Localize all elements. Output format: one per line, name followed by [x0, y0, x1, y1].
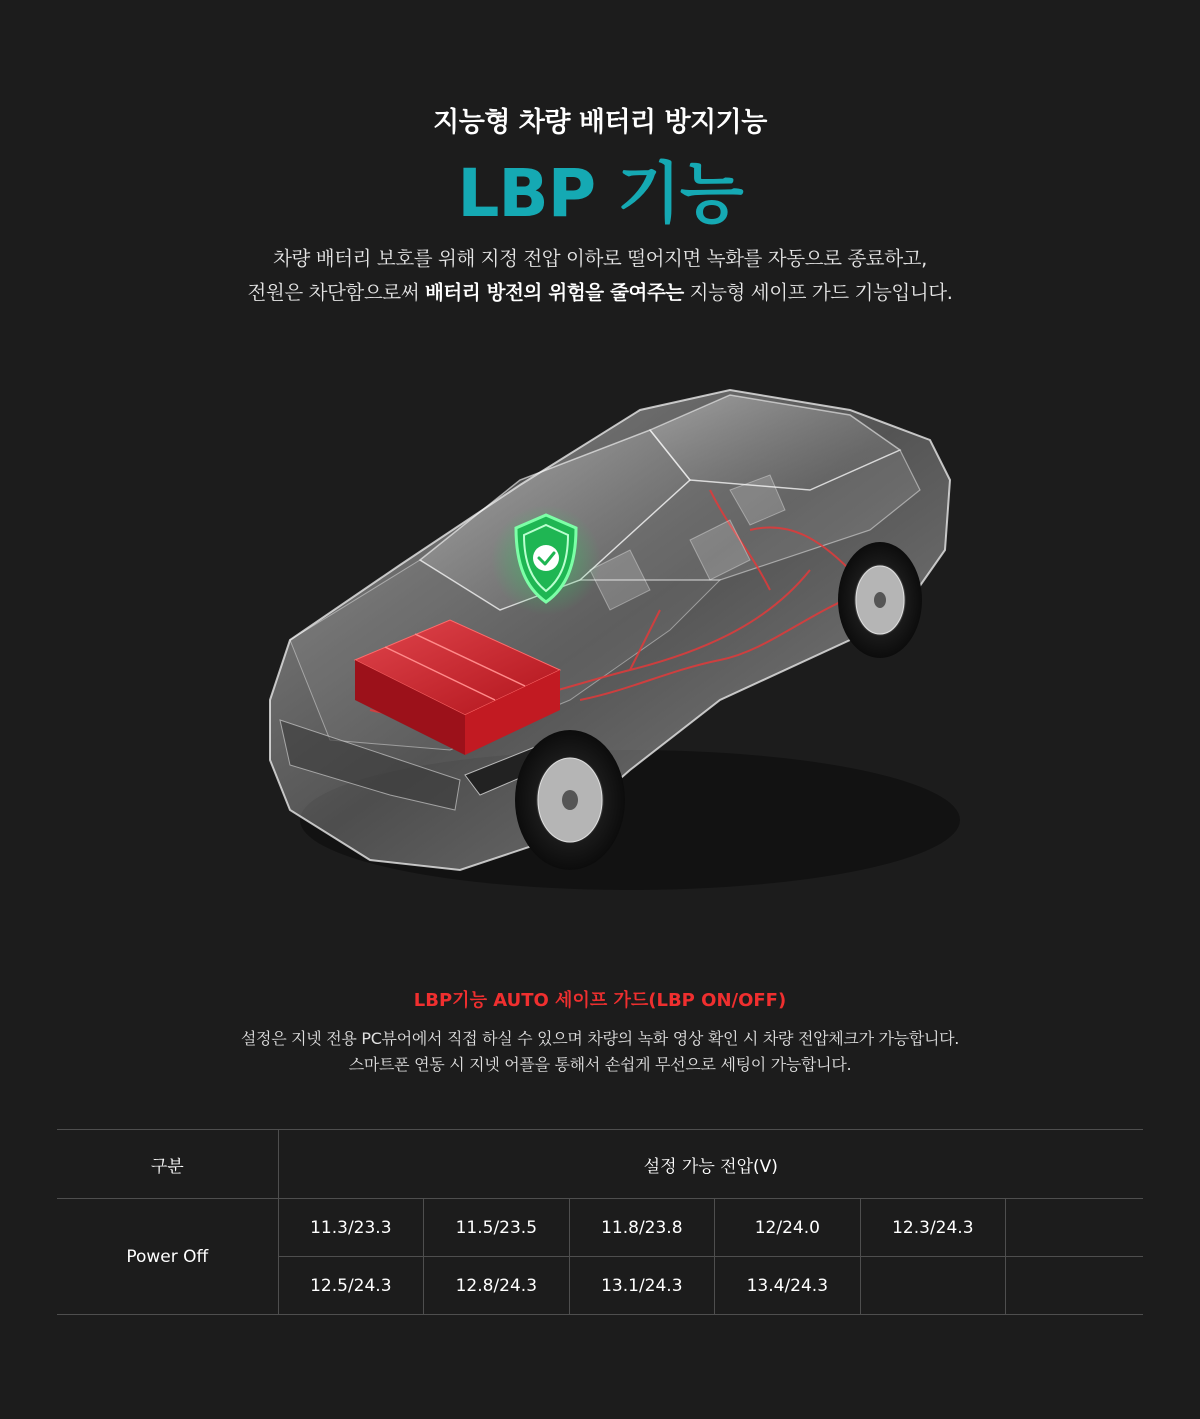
car-xray-image — [250, 370, 970, 910]
intro-line-1: 차량 배터리 보호를 위해 지정 전압 이하로 떨어지면 녹화를 자동으로 종료하고, — [273, 247, 927, 270]
table-cell — [1006, 1199, 1143, 1257]
table-cell: 12/24.0 — [715, 1199, 861, 1257]
table-cell: 12.8/24.3 — [424, 1257, 570, 1315]
table-cell: 13.4/24.3 — [715, 1257, 861, 1315]
table-header-row — [57, 1130, 1143, 1199]
table-cell: 12.5/24.3 — [278, 1257, 424, 1315]
table-cell: 11.5/23.5 — [424, 1199, 570, 1257]
auto-section-title: LBP기능 AUTO 세이프 가드(LBP ON/OFF) — [413, 990, 787, 1011]
table-row-label: Power Off — [57, 1199, 278, 1315]
auto-section-description — [0, 1026, 1200, 1078]
table-cell — [860, 1257, 1006, 1315]
page-title: LBP 기능 — [457, 155, 743, 232]
table-cell: 12.3/24.3 — [860, 1199, 1006, 1257]
table-cell: 11.3/23.3 — [278, 1199, 424, 1257]
shield-check-icon — [491, 505, 601, 615]
table-header-voltage: 설정 가능 전압(V) — [278, 1130, 1143, 1199]
page-subtitle: 지능형 차량 배터리 방지기능 — [433, 107, 767, 138]
intro-line-2-emphasis: 배터리 방전의 위험을 줄여주는 — [424, 281, 684, 304]
intro-line-2 — [0, 276, 1200, 310]
intro-description — [0, 242, 1200, 310]
rear-wheel — [838, 542, 922, 658]
table-cell — [1006, 1257, 1143, 1315]
table-header-category: 구분 — [57, 1130, 278, 1199]
intro-line-2-end: 지능형 세이프 가드 기능입니다. — [683, 281, 953, 304]
voltage-table — [57, 1129, 1143, 1315]
intro-line-2-start: 전원은 차단함으로써 — [247, 281, 425, 304]
front-wheel — [515, 730, 625, 870]
table-row — [57, 1199, 1143, 1257]
car-illustration — [250, 370, 970, 910]
table-cell: 13.1/24.3 — [569, 1257, 715, 1315]
auto-section-line-2: 스마트폰 연동 시 지넷 어플을 통해서 손쉽게 무선으로 세팅이 가능합니다. — [348, 1055, 852, 1074]
table-cell: 11.8/23.8 — [569, 1199, 715, 1257]
auto-section-line-1: 설정은 지넷 전용 PC뷰어에서 직접 하실 수 있으며 차량의 녹화 영상 확인 시 차량 전압체크가 가능합니다. — [240, 1029, 960, 1048]
